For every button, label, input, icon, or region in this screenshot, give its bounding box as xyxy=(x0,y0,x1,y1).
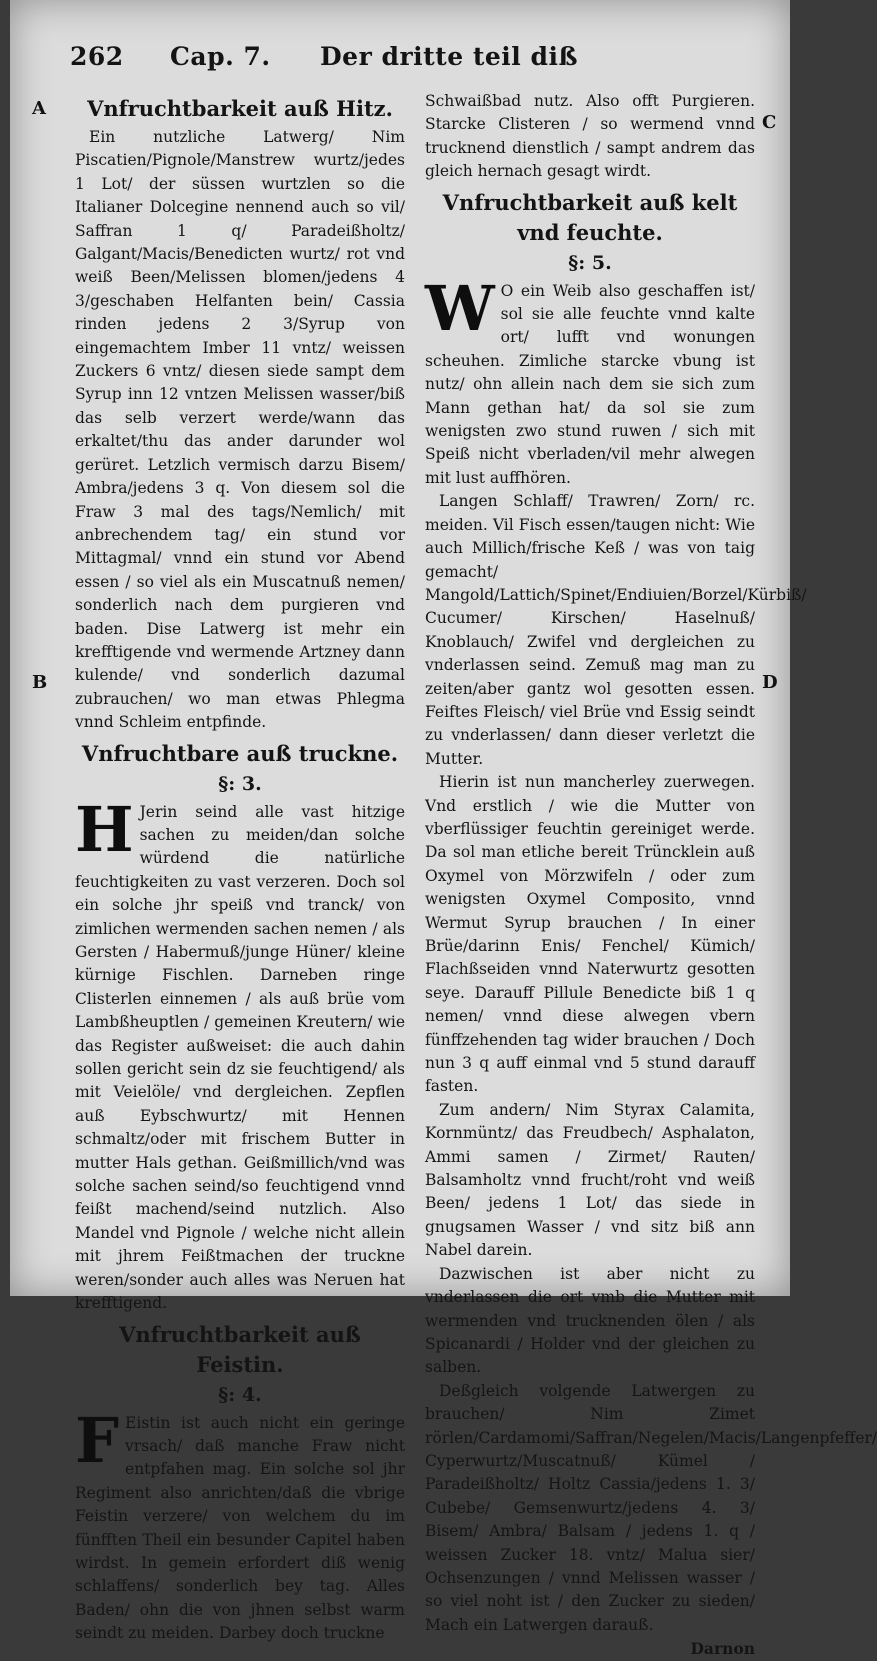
book-page xyxy=(10,0,877,1659)
section-number-5: §: 5. xyxy=(568,251,612,274)
section-heading-fat: Vnfruchtbarkeit auß Feistin. xyxy=(119,1321,361,1377)
paragraph-avoid: Langen Schlaff/ Trawren/ Zorn/ rc. meiden. Vil Fisch essen/taugen nicht: Wie auch Millich/frische Keß / was von taig gemacht/ Mangold/Lattich/Spinet/Endiuien/Borzel/Kürbiß/ Cucumer/ Kirschen/ Haselnuß/ Knoblauch/ Zwifel vnd dergleichen zu vnderlassen seind. Zemuß mag man zu zeiten/aber gantz wol gesotten essen. Feiftes Fleisch/ viel Brüe vnd Essig seindt zu vnderlassen/ dann dieser verletzt die Mutter. xyxy=(425,492,807,768)
margin-letter-d: D xyxy=(762,672,778,693)
margin-letter-a: A xyxy=(32,98,46,119)
margin-letter-b: B xyxy=(32,672,48,693)
catchword: Darnon xyxy=(690,1639,755,1659)
chapter-label: Cap. 7. xyxy=(170,42,271,71)
margin-letter-c: C xyxy=(762,112,777,133)
drop-cap-f: F xyxy=(75,1403,120,1477)
paragraph-cold-text: O ein Weib also geschaffen ist/ sol sie alle feuchte vnnd kalte ort/ lufft vnd wonungen scheuhen. Zimliche starcke vbung ist nutz/ ohn allein nach dem sie sich zum Mann gethan hat/ da sol sie zum wenigsten zwo stund ruwen / sich mit Speiß nicht vberladen/vil mehr alwegen mit lust auffhören. xyxy=(425,281,755,487)
section-number-3: §: 3. xyxy=(218,772,262,795)
paragraph-continuation: Schwaißbad nutz. Also offt Purgieren. Starcke Clisteren / so wermend vnnd trucknend dienstlich / sampt andrem das gleich hernach gesagt wirdt. xyxy=(425,92,755,181)
section-heading-heat: Vnfruchtbarkeit auß Hitz. xyxy=(87,96,393,121)
drop-cap-w: W xyxy=(425,271,495,345)
drop-cap-h: H xyxy=(75,792,134,866)
paragraph-bath: Zum andern/ Nim Styrax Calamita, Kornmüntz/ das Freudbech/ Asphalaton, Ammi samen / Zirmet/ Rauten/ Balsamholtz vnnd frucht/roht vnd weiß Been/ jedens 1 Lot/ das siede in gnugsamen Wasser / vnd sitz biß ann Nabel darein. xyxy=(425,1100,755,1260)
left-column xyxy=(75,90,405,1643)
paragraph-fat xyxy=(75,1403,405,1646)
paragraph-fat-text: Eistin ist auch nicht ein geringe vrsach/ daß manche Fraw nicht entpfahen mag. Ein solche sol jhr Regiment also anrichten/daß die vbrige Feistin verzere/ von welchem du im fünfften Theil ein besunder Capitel haben wirdst. In gemein erfordert diß wenig schlaffens/ sonderlich bey tag. Alles Baden/ ohn die von jhnen selbst warm seindt zu meiden. Darbey doch truckne xyxy=(75,1413,405,1643)
paragraph-latwerg: Ein nutzliche Latwerg/ Nim Piscatien/Pignole/Manstrew wurtz/jedes 1 Lot/ der süssen wurtzlen so die Italianer Dolcegine nennend auch so vil/ Saffran 1 q/ Paradeißholtz/ Galgant/Macis/Benedicten wurtz/ rot vnd weiß Been/Melissen blomen/jedens 4 3/geschaben Helfanten bein/ Cassia rinden jedens 2 3/Syrup von eingemachtem Imber 11 vntz/ weissen Zuckers 6 vntz/ diesen siede sampt dem Syrup inn 12 vntzen Melissen wasser/biß das selb verzert werde/wann das erkaltet/thu das ander darunder wol gerüret. Letzlich vermisch darzu Bisem/ Ambra/jedens 3 q. Von diesem sol die Fraw 3 mal des tags/Nemlich/ mit anbrechendem tag/ ein stund vor Mittagmal/ vnnd ein stund vor Abend essen / so viel als ein Muscatnuß nemen/ sonderlich nach dem purgieren vnd baden. Dise Latwerg ist mehr ein krefftigende vnd wermende Artzney dann kulende/ vnd sonderlich dazumal zubrauchen/ wo man etwas Phlegma vnnd Schleim entpfinde. xyxy=(75,128,405,732)
section-heading-dryness: Vnfruchtbare auß truckne. xyxy=(81,740,399,766)
running-title: Der dritte teil diß xyxy=(320,42,578,71)
page-header xyxy=(70,42,760,82)
paragraph-dryness xyxy=(75,792,405,1316)
paragraph-latwergen: Deßgleich volgende Latwergen zu brauchen/ Nim Zimet rörlen/Cardamomi/Saffran/Negelen/Macis/Langenpfeffer/ Cyperwurtz/Muscatnuß/ Kümel / Paradeißholtz/ Holtz Cassia/jedens 1. 3/ Cubebe/ Gemsenwurtz/jedens 4. 3/ Bisem/ Ambra/ Balsam / jedens 1. q / weissen Zucker 18. vntz/ Malua sier/ Ochsenzungen / vnnd Melissen wasser / so viel noht ist / den Zucker zu sieden/ Mach ein Latwergen darauß. xyxy=(425,1381,877,1634)
paragraph-cleansing: Hierin ist nun mancherley zuerwegen. Vnd erstlich / wie die Mutter von vberflüssiger feuchtin gereiniget werde. Da sol man etliche bereit Trüncklein auß Oxymel von Mörzwifeln / oder zum wenigsten Oxymel Composito, vnnd Wermut Syrup brauchen / In einer Brüe/darinn Enis/ Fenchel/ Kümich/ Flachßseiden vnnd Naterwurtz gesotten seye. Darauff Pillule Benedicte biß 1 q nemen/ vnnd diese alwegen vbern fünffzehenden tag wider brauchen / Doch nun 3 q auff einmal vnd 5 stund darauff fasten. xyxy=(425,773,755,1096)
section-heading-cold: Vnfruchtbarkeit auß kelt vnd feuchte. xyxy=(442,189,738,245)
paragraph-oils: Dazwischen ist aber nicht zu vnderlassen die ort vmb die Mutter mit wermenden vnd trucknenden ölen / als Spicanardi / Holder vnd der gleichen zu salben. xyxy=(425,1264,755,1377)
right-column xyxy=(425,90,877,1659)
page-number: 262 xyxy=(70,42,124,71)
paragraph-dryness-text: Jerin seind alle vast hitzige sachen zu meiden/dan solche würdend die natürliche feuchtigkeiten zu vast verzeren. Doch sol ein solche jhr speiß vnd tranck/ von zimlichen wermenden sachen nemen / als Gersten / Habermuß/junge Hüner/ kleine kürnige Fischlen. Darneben ringe Clisterlen einnemen / als auß brüe vom Lambßheuptlen / gemeinen Kreutern/ wie das Register außweiset: die auch dahin sollen gericht sein dz sie feuchtigend/ als mit Veielöle/ vnd dergleichen. Zepflen auß Eybschwurtz/ mit Hennen schmaltz/oder mit frischem Butter in mutter Hals gethan. Geißmillich/vnd was solche sachen seind/so feuchtigend vnnd feißt machend/seind nutzlich. Also Mandel vnd Pignole / welche nicht allein mit jhrem Feißtmachen der truckne weren/sonder auch alles was Neruen hat krefftigend. xyxy=(75,802,405,1313)
section-number-4: §: 4. xyxy=(218,1383,262,1406)
paragraph-cold xyxy=(425,271,755,491)
